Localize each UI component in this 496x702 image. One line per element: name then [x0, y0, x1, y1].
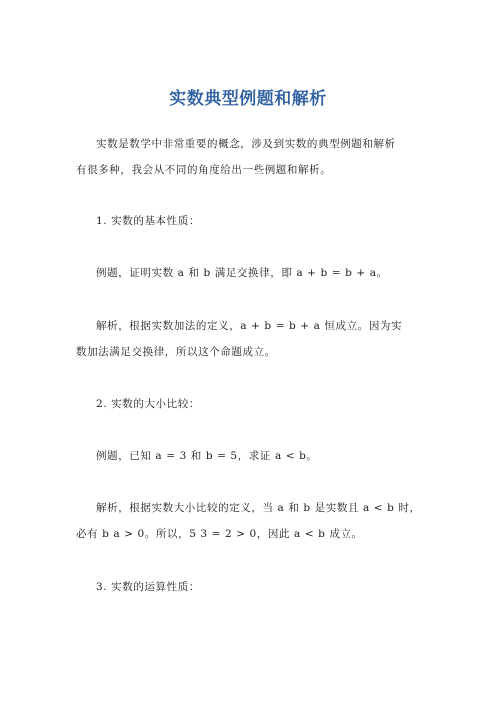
- section-1-analysis-line-2: 数加法满足交换律，所以这个命题成立。: [76, 346, 276, 358]
- section-2-analysis-line-1: 解析，根据实数大小比较的定义，当 a 和 b 是实数且 a < b 时，: [96, 502, 421, 514]
- intro-line-1: 实数是数学中非常重要的概念，涉及到实数的典型例题和解析: [96, 138, 396, 150]
- section-3-heading: 3. 实数的运算性质：: [96, 581, 200, 593]
- document-title: 实数典型例题和解析: [169, 89, 327, 109]
- section-2-heading: 2. 实数的大小比较：: [96, 398, 200, 410]
- section-1-heading: 1. 实数的基本性质：: [96, 215, 200, 227]
- section-1-example: 例题，证明实数 a 和 b 满足交换律，即 a + b = b + a。: [96, 267, 388, 279]
- section-2-example: 例题，已知 a = 3 和 b = 5，求证 a < b。: [96, 450, 318, 462]
- section-2-analysis-line-2: 必有 b a > 0。所以，5 3 = 2 > 0，因此 a < b 成立。: [76, 528, 363, 540]
- intro-line-2: 有很多种，我会从不同的角度给出一些例题和解析。: [76, 164, 332, 176]
- section-1-analysis-line-1: 解析，根据实数加法的定义，a + b = b + a 恒成立。因为实: [96, 320, 403, 332]
